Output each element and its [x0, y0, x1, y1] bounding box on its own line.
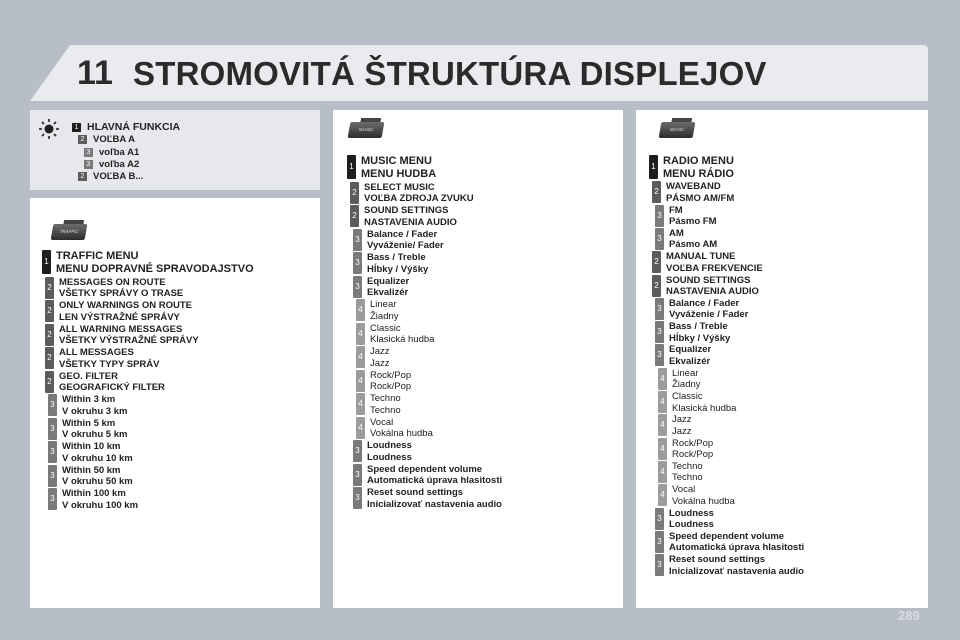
legend-label: voľba A2 — [99, 159, 140, 170]
radio-tree-item — [655, 298, 748, 321]
item-label: V okruhu 50 km — [62, 476, 133, 487]
level-badge: 3 — [48, 441, 57, 463]
item-label: Jazz — [672, 414, 692, 426]
radio-tree-item — [655, 531, 804, 554]
radio-tree-item — [655, 205, 717, 228]
level-badge: 4 — [658, 438, 667, 460]
item-label: FM — [669, 204, 683, 216]
traffic-panel — [30, 198, 320, 608]
radio-tree-item — [652, 251, 763, 274]
level-badge: 2 — [45, 324, 54, 346]
item-label: SOUND SETTINGS — [364, 205, 449, 216]
music-tree-item — [353, 276, 409, 299]
level-badge: 1 — [347, 155, 356, 179]
item-label: V okruhu 3 km — [62, 405, 128, 417]
item-label: Rock/Pop — [370, 381, 412, 392]
traffic-tree-item — [48, 441, 133, 464]
item-label: Loudness — [367, 440, 412, 451]
music-tree-item — [356, 346, 390, 369]
legend-panel — [30, 110, 320, 190]
level-badge: 3 — [353, 276, 362, 298]
item-label: Linear — [672, 367, 699, 379]
item-label: Vocal — [370, 416, 394, 428]
item-label: Speed dependent volume — [367, 463, 483, 475]
item-label: NASTAVENIA AUDIO — [666, 286, 759, 297]
item-label: SELECT MUSIC — [364, 181, 435, 193]
level-badge: 4 — [356, 323, 365, 345]
item-label: Pásmo AM — [669, 239, 718, 251]
level-badge: 2 — [45, 371, 54, 393]
level-badge: 3 — [48, 488, 57, 510]
item-label: Ekvalizér — [367, 287, 409, 298]
item-label: Automatická úprava hlasitosti — [367, 475, 503, 486]
item-label: V okruhu 5 km — [62, 429, 128, 440]
item-label: Jazz — [370, 357, 390, 369]
level-badge: 3 — [84, 160, 93, 169]
level-badge: 4 — [356, 417, 365, 439]
music-panel — [333, 110, 623, 608]
music-tree-item — [353, 487, 502, 510]
item-label: Balance / Fader — [367, 228, 438, 240]
item-label: NASTAVENIA AUDIO — [364, 216, 457, 228]
item-label: Hĺbky / Výšky — [367, 263, 429, 275]
item-label: Within 5 km — [62, 417, 116, 429]
item-label: Balance / Fader — [669, 297, 740, 309]
traffic-tree-item — [45, 277, 183, 300]
item-label: Jazz — [370, 346, 390, 357]
radio-tree-item — [658, 461, 703, 484]
item-label: Rock/Pop — [370, 369, 412, 381]
level-badge: 3 — [48, 394, 57, 416]
traffic-tree-item — [45, 371, 165, 394]
item-label: V okruhu 100 km — [62, 499, 139, 511]
level-badge: 4 — [658, 414, 667, 436]
level-badge: 3 — [353, 229, 362, 251]
item-label: Within 3 km — [62, 394, 116, 405]
item-label: MENU DOPRAVNÉ SPRAVODAJSTVO — [56, 262, 254, 275]
item-label: ALL MESSAGES — [59, 347, 134, 358]
item-label: Automatická úprava hlasitosti — [669, 542, 805, 554]
traffic-tree-item — [48, 394, 127, 417]
traffic-tree-item — [45, 347, 160, 370]
radio-device-icon: MUSIC — [659, 122, 696, 138]
page-number: 289 — [898, 608, 920, 623]
item-label: V okruhu 10 km — [62, 452, 133, 464]
radio-tree-item — [655, 554, 804, 577]
level-badge: 2 — [350, 205, 359, 227]
item-label: MENU RÁDIO — [663, 167, 734, 180]
item-label: Vokálna hudba — [370, 428, 433, 439]
item-label: Rock/Pop — [672, 449, 714, 461]
item-label: Ekvalizér — [669, 355, 711, 367]
item-label: Inicializovať nastavenia audio — [367, 498, 502, 510]
item-label: SOUND SETTINGS — [666, 274, 751, 286]
level-badge: 4 — [658, 391, 667, 413]
level-badge: 3 — [353, 464, 362, 486]
traffic-tree-item — [48, 465, 133, 488]
item-label: Žiadny — [370, 310, 399, 322]
radio-tree-item — [652, 275, 759, 298]
music-tree-item — [353, 464, 502, 487]
item-label: Klasická hudba — [672, 402, 737, 414]
level-badge: 4 — [658, 461, 667, 483]
level-badge: 3 — [655, 531, 664, 553]
legend-item — [78, 171, 143, 182]
traffic-device-icon: TRAFFIC — [51, 224, 88, 240]
music-tree-item — [356, 393, 401, 416]
level-badge: 3 — [655, 508, 664, 530]
traffic-tree-item — [45, 300, 192, 323]
item-label: TRAFFIC MENU — [56, 250, 139, 262]
radio-tree-item — [658, 368, 701, 391]
level-badge: 2 — [45, 347, 54, 369]
item-label: GEO. FILTER — [59, 370, 118, 382]
header-corner — [30, 45, 70, 101]
legend-label: HLAVNÁ FUNKCIA — [87, 121, 181, 133]
item-label: WAVEBAND — [666, 181, 721, 193]
item-label: MUSIC MENU — [361, 155, 432, 167]
item-label: Techno — [672, 472, 703, 484]
level-badge: 3 — [655, 321, 664, 343]
legend-item — [84, 159, 139, 170]
item-label: Vokálna hudba — [672, 495, 735, 507]
item-label: MANUAL TUNE — [666, 251, 736, 263]
level-badge: 3 — [84, 148, 93, 157]
radio-tree-item — [655, 321, 730, 344]
level-badge: 4 — [356, 370, 365, 392]
radio-tree-item — [655, 508, 714, 531]
chapter-number: 11 — [77, 54, 113, 92]
item-label: Reset sound settings — [367, 487, 464, 498]
legend-label: voľba A1 — [99, 147, 140, 158]
item-label: ALL WARNING MESSAGES — [59, 323, 183, 335]
item-label: Jazz — [672, 425, 692, 437]
legend-label: VOĽBA A — [93, 134, 136, 145]
radio-tree-item — [652, 181, 734, 204]
item-label: Techno — [370, 404, 401, 416]
music-tree-item — [347, 155, 436, 180]
radio-tree-item — [658, 438, 713, 461]
radio-tree-item — [649, 155, 734, 180]
music-tree-item — [353, 229, 444, 252]
level-badge: 3 — [655, 205, 664, 227]
traffic-tree-item — [48, 418, 127, 441]
item-label: Loudness — [669, 507, 714, 519]
music-tree-item — [350, 182, 474, 205]
level-badge: 4 — [658, 368, 667, 390]
item-label: Inicializovať nastavenia audio — [669, 565, 804, 577]
item-label: PÁSMO AM/FM — [666, 192, 735, 204]
level-badge: 4 — [356, 346, 365, 368]
item-label: Loudness — [669, 519, 714, 530]
item-label: Bass / Treble — [669, 321, 728, 333]
page-title: STROMOVITÁ ŠTRUKTÚRA DISPLEJOV — [133, 55, 767, 92]
item-label: VOĽBA FREKVENCIE — [666, 262, 763, 274]
music-tree-item — [356, 370, 411, 393]
item-label: ONLY WARNINGS ON ROUTE — [59, 300, 193, 311]
item-label: MESSAGES ON ROUTE — [59, 276, 166, 288]
level-badge: 1 — [649, 155, 658, 179]
item-label: Equalizer — [367, 275, 410, 287]
legend-label: VOĽBA B... — [93, 171, 144, 182]
item-label: MENU HUDBA — [361, 167, 437, 180]
music-tree-item — [356, 417, 433, 440]
item-label: VŠETKY TYPY SPRÁV — [59, 358, 160, 370]
level-badge: 2 — [652, 275, 661, 297]
item-label: Techno — [672, 460, 703, 472]
item-label: GEOGRAFICKÝ FILTER — [59, 382, 165, 393]
level-badge: 2 — [652, 251, 661, 273]
level-badge: 2 — [45, 277, 54, 299]
sun-icon — [38, 118, 60, 140]
level-badge: 3 — [655, 554, 664, 576]
level-badge: 2 — [78, 172, 87, 181]
legend-item — [78, 134, 135, 145]
item-label: Within 10 km — [62, 441, 121, 452]
radio-tree-item — [658, 391, 736, 414]
music-tree-item — [356, 323, 434, 346]
level-badge: 1 — [42, 250, 51, 274]
music-tree-item — [353, 440, 412, 463]
music-tree-item — [350, 205, 457, 228]
item-label: Vyváženie / Fader — [669, 309, 749, 321]
item-label: LEN VÝSTRAŽNÉ SPRÁVY — [59, 311, 180, 323]
radio-tree-item — [655, 344, 711, 367]
item-label: Within 100 km — [62, 488, 126, 499]
item-label: Within 50 km — [62, 464, 121, 476]
level-badge: 2 — [350, 182, 359, 204]
radio-tree-item — [655, 228, 717, 251]
level-badge: 3 — [48, 465, 57, 487]
legend-item — [72, 121, 180, 133]
item-label: Techno — [370, 393, 401, 404]
item-label: AM — [669, 227, 684, 239]
level-badge: 3 — [655, 344, 664, 366]
item-label: VOĽBA ZDROJA ZVUKU — [364, 193, 474, 204]
level-badge: 4 — [356, 393, 365, 415]
radio-panel — [636, 110, 928, 608]
legend-item — [84, 147, 139, 158]
level-badge: 3 — [655, 228, 664, 250]
level-badge: 3 — [353, 252, 362, 274]
level-badge: 3 — [48, 418, 57, 440]
radio-tree-item — [658, 414, 692, 437]
item-label: Klasická hudba — [370, 334, 435, 345]
music-device-icon: MUSIC — [348, 122, 385, 138]
music-tree-item — [356, 299, 399, 322]
item-label: Reset sound settings — [669, 554, 766, 566]
level-badge: 1 — [72, 123, 81, 132]
level-badge: 2 — [78, 135, 87, 144]
item-label: Linear — [370, 299, 397, 310]
level-badge: 2 — [652, 181, 661, 203]
item-label: Classic — [672, 391, 703, 402]
traffic-tree-item — [45, 324, 199, 347]
item-label: Classic — [370, 322, 401, 334]
level-badge: 3 — [353, 487, 362, 509]
level-badge: 4 — [658, 484, 667, 506]
level-badge: 2 — [45, 300, 54, 322]
music-tree-item — [353, 252, 428, 275]
level-badge: 3 — [655, 298, 664, 320]
item-label: Hĺbky / Výšky — [669, 332, 731, 344]
radio-tree-item — [658, 484, 735, 507]
item-label: Speed dependent volume — [669, 530, 785, 542]
item-label: Loudness — [367, 451, 412, 463]
item-label: Equalizer — [669, 344, 712, 356]
level-badge: 4 — [356, 299, 365, 321]
traffic-tree-item — [42, 250, 254, 275]
item-label: VŠETKY VÝSTRAŽNÉ SPRÁVY — [59, 335, 199, 346]
item-label: Vyváženie/ Fader — [367, 240, 444, 251]
traffic-tree-item — [48, 488, 138, 511]
item-label: Bass / Treble — [367, 252, 426, 263]
item-label: VŠETKY SPRÁVY O TRASE — [59, 288, 184, 299]
item-label: RADIO MENU — [663, 155, 734, 167]
level-badge: 3 — [353, 440, 362, 462]
item-label: Pásmo FM — [669, 216, 717, 228]
item-label: Žiadny — [672, 379, 701, 391]
item-label: Vocal — [672, 484, 696, 496]
item-label: Rock/Pop — [672, 437, 714, 449]
